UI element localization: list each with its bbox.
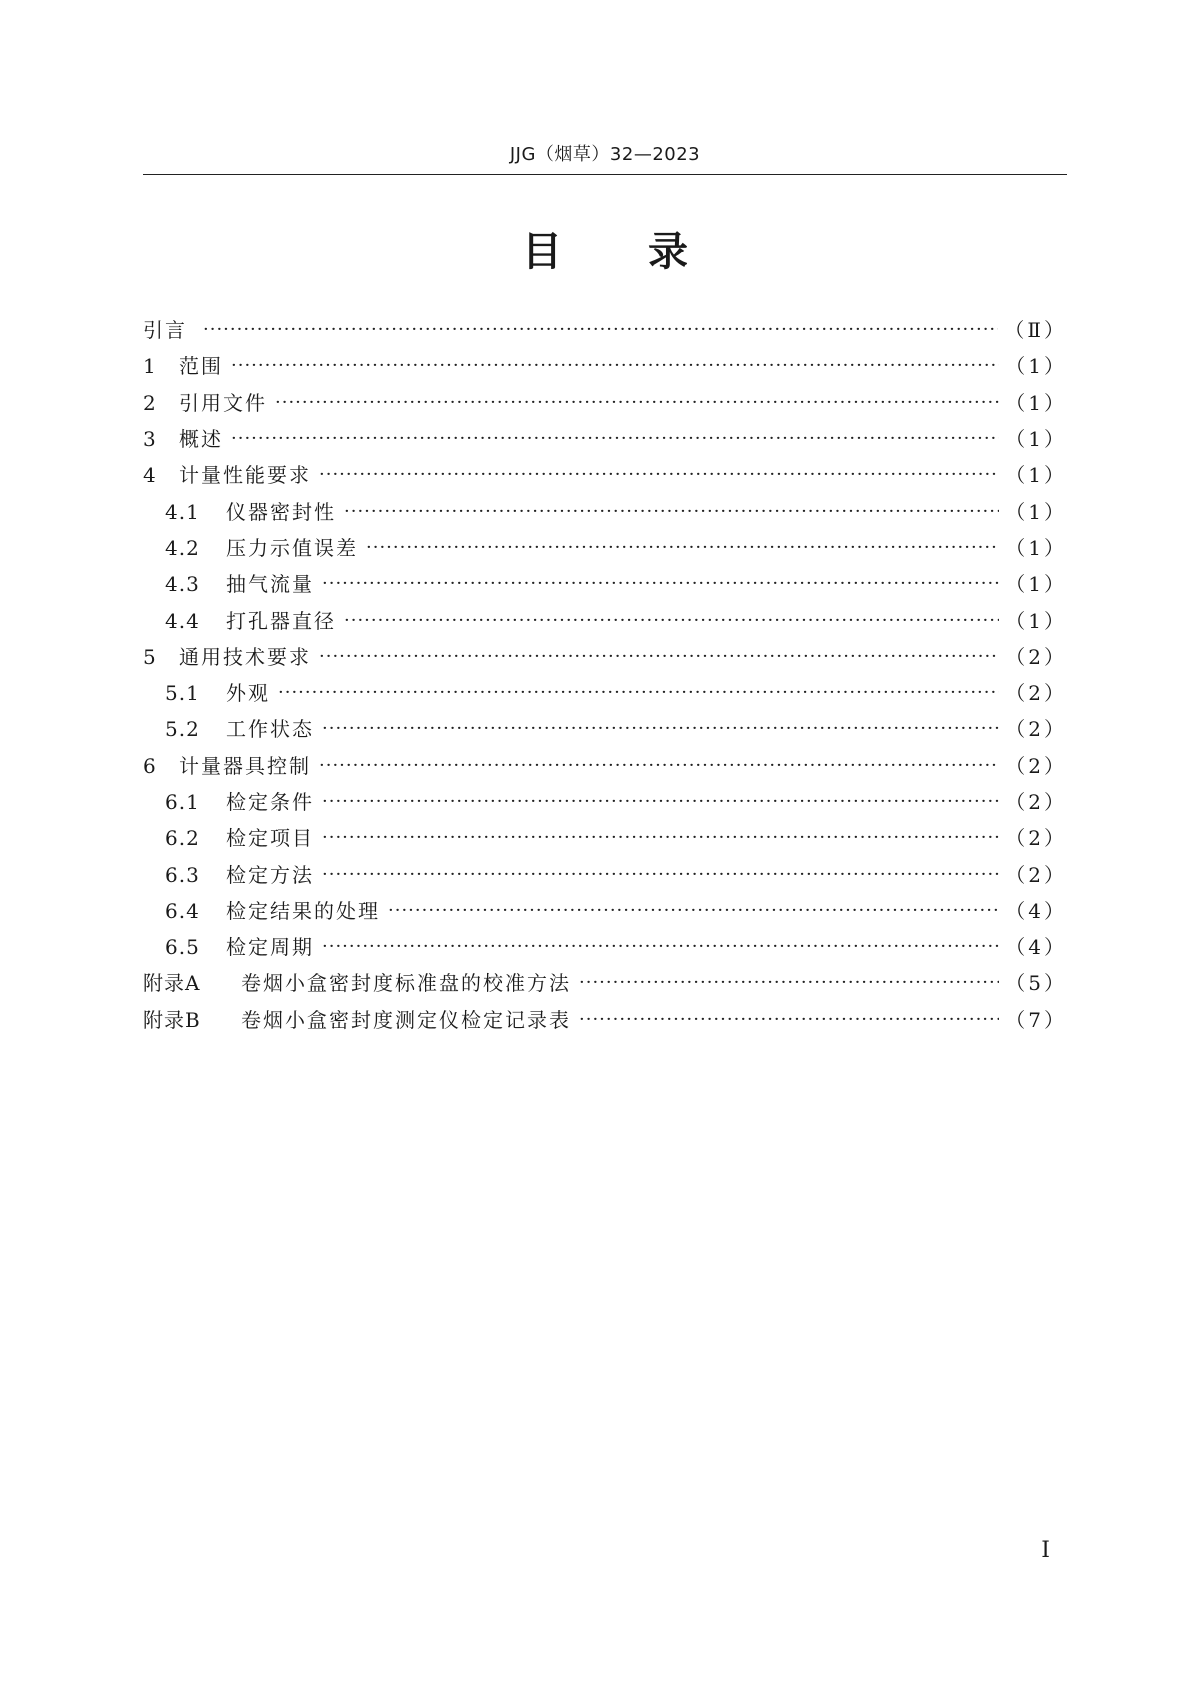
toc-entry-label: 计量性能要求 [179, 463, 311, 488]
toc-title: 目录 [522, 229, 774, 275]
toc-entry-6-2[interactable] [143, 820, 1067, 856]
dot-leader [203, 317, 998, 343]
toc-entry-4-2[interactable] [143, 530, 1067, 566]
toc-entry-label: 仪器密封性 [226, 499, 336, 524]
dot-leader [344, 608, 999, 634]
toc-entry-label: 卷烟小盒密封度标准盘的校准方法 [241, 971, 571, 996]
table-of-contents [143, 312, 1067, 1038]
toc-entry-label: 外观 [226, 681, 270, 706]
standard-code-header: JJG（烟草）32—2023 [509, 144, 701, 165]
toc-entry-number: 6.3 [165, 862, 200, 887]
toc-entry-number: 6.2 [165, 826, 200, 851]
dot-leader [322, 825, 999, 851]
toc-entry-page: （2） [1005, 644, 1067, 669]
toc-entry-label: 压力示值误差 [226, 535, 358, 560]
toc-entry-number: 6.1 [165, 790, 200, 814]
toc-entry-label: 检定方法 [226, 862, 314, 887]
dot-leader [319, 644, 999, 670]
toc-entry-6-3[interactable] [143, 856, 1067, 892]
dot-leader [344, 499, 999, 525]
dot-leader [319, 753, 999, 779]
toc-entry-4-4[interactable] [143, 602, 1067, 638]
toc-entry-appendix-a[interactable] [143, 965, 1067, 1001]
toc-entry-label: 检定结果的处理 [226, 898, 380, 923]
toc-entry-number: 4.3 [165, 572, 200, 597]
toc-entry-number: 4 [143, 463, 157, 488]
toc-entry-label: 引言 [143, 318, 187, 343]
toc-entry-number: 4.2 [165, 535, 200, 560]
toc-entry-page: （1） [1005, 499, 1067, 524]
toc-entry-number: 5 [143, 644, 157, 669]
dot-leader [388, 898, 999, 924]
dot-leader [322, 862, 999, 888]
toc-entry-page: （1） [1005, 535, 1067, 560]
dot-leader [579, 970, 999, 996]
toc-entry-label: 检定项目 [226, 826, 314, 851]
toc-entry-page: （1） [1005, 572, 1067, 597]
toc-entry-label: 计量器具控制 [179, 753, 311, 778]
dot-leader [275, 390, 999, 416]
toc-entry-page: （2） [1005, 681, 1067, 706]
toc-entry-number: 4.1 [165, 499, 200, 524]
toc-entry-4[interactable] [143, 457, 1067, 493]
toc-entry-label: 检定周期 [226, 935, 314, 960]
toc-entry-page: （1） [1005, 354, 1067, 379]
dot-leader [322, 716, 999, 742]
toc-entry-label: 概述 [179, 427, 223, 452]
toc-entry-6-1[interactable] [143, 784, 1067, 820]
toc-entry-4-1[interactable] [143, 493, 1067, 529]
toc-entry-page: （2） [1005, 753, 1067, 778]
dot-leader [579, 1007, 999, 1033]
toc-entry-number: 6.5 [165, 935, 200, 960]
toc-entry-page: （4） [1005, 898, 1067, 923]
toc-entry-page: （1） [1005, 427, 1067, 452]
toc-entry-page: （1） [1005, 463, 1067, 488]
toc-entry-page: （7） [1005, 1007, 1067, 1032]
toc-entry-page: （4） [1005, 935, 1067, 960]
toc-entry-number: 6 [143, 753, 157, 778]
toc-entry-label: 工作状态 [226, 717, 314, 742]
dot-leader [322, 571, 999, 597]
toc-entry-page: （2） [1005, 790, 1067, 814]
toc-entry-number: 1 [143, 354, 157, 379]
toc-entry-page: （2） [1005, 826, 1067, 851]
toc-entry-appendix-b[interactable] [143, 1002, 1067, 1038]
dot-leader [319, 462, 999, 488]
toc-entry-number: 附录B [143, 1007, 201, 1032]
dot-leader [278, 680, 999, 706]
toc-entry-number: 5.2 [165, 717, 200, 742]
toc-entry-page: （2） [1005, 717, 1067, 742]
toc-entry-6-4[interactable] [143, 893, 1067, 929]
toc-entry-label: 检定条件 [226, 790, 314, 814]
dot-leader [322, 934, 999, 960]
toc-entry-1[interactable] [143, 348, 1067, 384]
toc-entry-number: 5.1 [165, 681, 200, 706]
toc-entry-5-2[interactable] [143, 711, 1067, 747]
toc-entry-number: 3 [143, 427, 157, 452]
toc-entry-page: （Ⅱ） [1004, 318, 1067, 343]
toc-entry-label: 通用技术要求 [179, 644, 311, 669]
toc-entry-5-1[interactable] [143, 675, 1067, 711]
toc-entry-label: 抽气流量 [226, 572, 314, 597]
toc-entry-4-3[interactable] [143, 566, 1067, 602]
toc-entry-foreword[interactable] [143, 312, 1067, 348]
toc-entry-label: 卷烟小盒密封度测定仪检定记录表 [241, 1007, 571, 1032]
dot-leader [231, 353, 999, 379]
toc-entry-page: （5） [1005, 971, 1067, 996]
page-number: Ⅰ [1041, 1538, 1050, 1563]
toc-entry-page: （1） [1005, 608, 1067, 633]
toc-entry-number: 6.4 [165, 898, 200, 923]
toc-entry-5[interactable] [143, 639, 1067, 675]
toc-entry-number: 4.4 [165, 608, 200, 633]
header-divider [143, 174, 1067, 175]
toc-entry-page: （1） [1005, 390, 1067, 415]
toc-entry-6[interactable] [143, 748, 1067, 784]
toc-entry-number: 2 [143, 390, 157, 415]
toc-entry-page: （2） [1005, 862, 1067, 887]
toc-entry-3[interactable] [143, 421, 1067, 457]
dot-leader [366, 535, 999, 561]
toc-entry-label: 引用文件 [179, 390, 267, 415]
toc-entry-label: 范围 [179, 354, 223, 379]
dot-leader [322, 789, 999, 815]
dot-leader [231, 426, 999, 452]
toc-entry-number: 附录A [143, 971, 201, 996]
toc-entry-label: 打孔器直径 [226, 608, 336, 633]
toc-entry-6-5[interactable] [143, 929, 1067, 965]
toc-entry-2[interactable] [143, 385, 1067, 421]
